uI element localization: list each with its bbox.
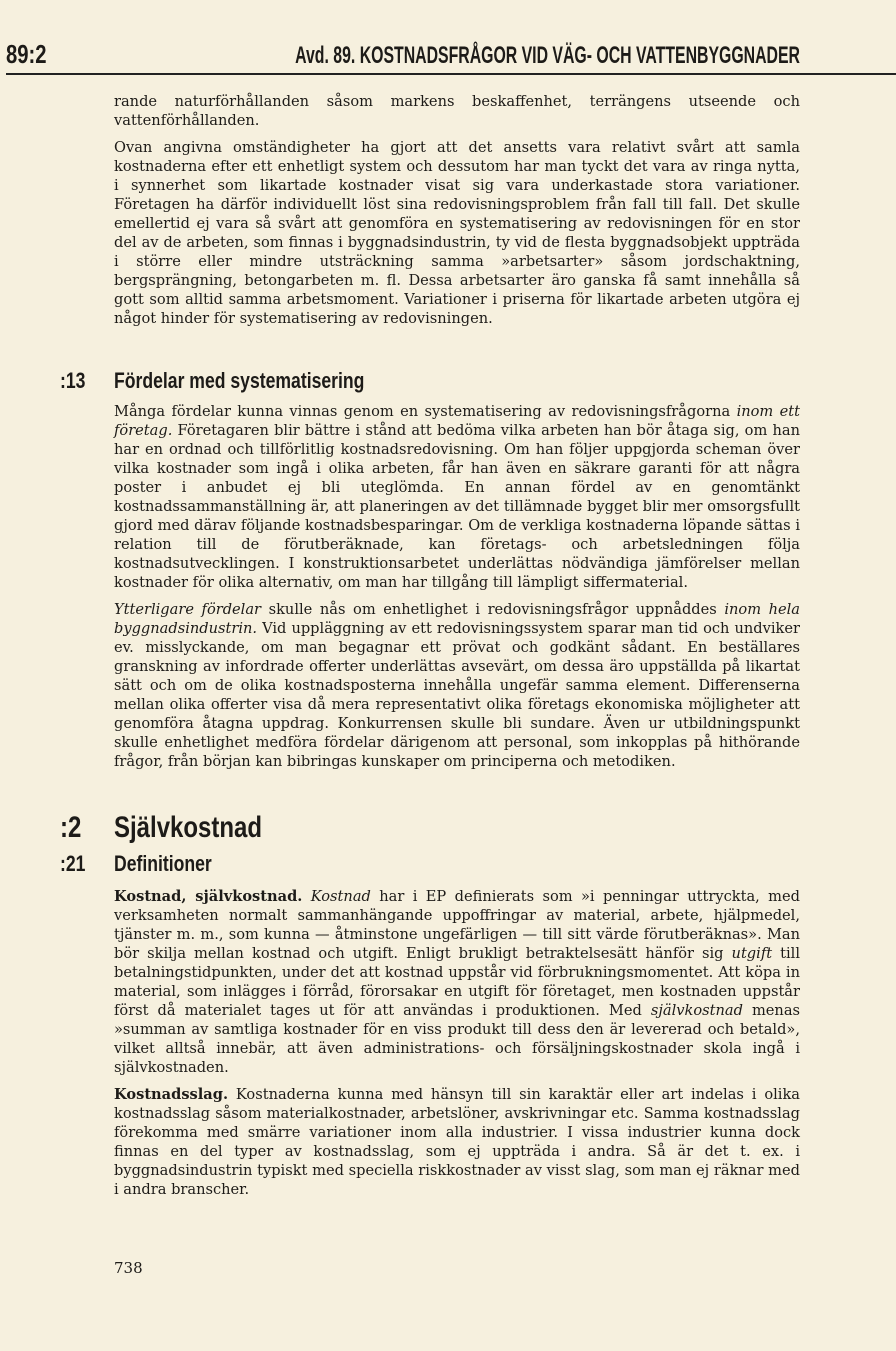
header-rule bbox=[6, 73, 896, 75]
section-13-number: :13 bbox=[60, 368, 86, 393]
text-run: har i EP definierats som »i penningar uttryckta, med verksamheten normalt sammanhängande uppoffringar av material, arbete, hjälpmedel, tjänster m. m., som kunna — åtminstone ungefärligen — till sitt värde förutberäknas». Man bör skilja mellan kostnad och utgift. Enligt brukligt betraktelsesätt hänför sig bbox=[114, 888, 800, 962]
text-run: Vid uppläggning av ett redovisningssystem sparar man tid och undviker ev. misslyckande, om man begagnar ett prövat och godkänt sådant. En beställares granskning av infordrade offerter underlättas avsevärt, om dessa äro uppställda på likartat sätt och om de olika kostnadsposterna innehålla ungefär samma element. Differenserna mellan olika offerter visa då mera representativt olika företags ekonomiska möjligheter att genomföra åtagna uppdrag. Konkurrensen skulle bli sundare. Även ur utbildningspunkt skulle enhetlighet medföra fördelar därigenom att personal, som inkopplas på hithörande frågor, från början kan bibringas kunskaper om principerna och metodiken. bbox=[114, 620, 800, 770]
emphasis: inom ett företag. bbox=[114, 403, 800, 439]
paragraph-lead: Kostnad, självkostnad. bbox=[114, 888, 303, 905]
section-13-paragraph-2 bbox=[114, 600, 800, 771]
page-number: 738 bbox=[114, 1259, 143, 1277]
section-21-paragraph-1 bbox=[114, 887, 800, 1077]
section-21-paragraph-2 bbox=[114, 1085, 800, 1199]
page-body bbox=[60, 92, 801, 1207]
section-13-paragraph-1 bbox=[114, 402, 800, 592]
emphasis: Ytterligare fördelar bbox=[114, 601, 262, 618]
section-2-heading bbox=[60, 811, 800, 845]
text-run: menas »summan av samtliga kostnader för en viss produkt till dess den är levererad och betald», vilket alltså innebär, att även administrations- och försäljningskostnader skola ingå i självkostnaden. bbox=[114, 1002, 801, 1076]
section-2-number: :2 bbox=[60, 811, 82, 844]
section-21-heading bbox=[60, 851, 800, 877]
emphasis: Kostnad bbox=[310, 888, 371, 905]
section-21-number: :21 bbox=[60, 851, 86, 876]
text-run: Kostnaderna kunna med hänsyn till sin karaktär eller art indelas i olika kostnadsslag såsom materialkostnader, arbetslöner, avskrivningar etc. Samma kostnadsslag förekomma med smärre variationer inom alla industrier. I vissa industrier kunna dock finnas en del typer av kostnadsslag, som ej uppträda i andra. Så är det t. ex. i byggnadsindustrin typiskt med speciella riskkostnader av visst slag, som man ej räknar med i andra branscher. bbox=[114, 1086, 800, 1198]
intro-paragraph-1: rande naturförhållanden såsom markens beskaffenhet, terrängens utseende och vattenförhållanden. bbox=[114, 93, 800, 129]
section-21-title: Definitioner bbox=[114, 851, 212, 876]
page-header bbox=[6, 36, 896, 76]
text-run: skulle nås om enhetlighet i redovisningsfrågor uppnåddes bbox=[261, 601, 725, 618]
text-run: Många fördelar kunna vinnas genom en systematisering av redovisningsfrågorna bbox=[114, 403, 737, 420]
emphasis: självkostnad bbox=[650, 1002, 743, 1019]
emphasis: utgift bbox=[731, 945, 773, 962]
text-run: till betalningstidpunkten, under det att kostnad uppstår vid förbrukningsmomentet. Att köpa in material, som inlägges i förråd, förorsakar en utgift för företaget, men kostnaden uppstår först då materialet tages ut för att användas i produktionen. Med bbox=[114, 945, 800, 1019]
section-13-title: Fördelar med systematisering bbox=[114, 368, 365, 393]
section-number: 89:2 bbox=[6, 39, 47, 69]
emphasis: inom hela byggnadsindustrin. bbox=[114, 601, 801, 637]
intro-paragraph-2: Ovan angivna omständigheter ha gjort att det ansetts vara relativt svårt att samla kostnaderna efter ett enhetligt system och dessutom har man tyckt det vara av ringa nytta, i synnerhet som likartade kostnader visat sig vara underkastade stora variationer. Företagen ha därför individuellt löst sina redovisningsproblem från fall till fall. Det skulle emellertid ej vara så svårt att genomföra en systematisering av redovisningen för en stor del av de arbeten, som finnas i byggnadsindustrin, ty vid de flesta byggnadsobjekt uppträda i större eller mindre utsträckning samma »arbetsarter» såsom jordschaktning, bergsprängning, betongarbeten m. fl. Dessa arbetsarter äro ganska få samt innehålla så gott som alltid samma arbetsmoment. Variationer i priserna för likartade arbeten utgöra ej något hinder för systematisering av redovisningen. bbox=[114, 139, 800, 327]
running-title: Avd. 89. KOSTNADSFRÅGOR VID VÄG- OCH VATTENBYGGNADER bbox=[295, 42, 800, 69]
paragraph-lead: Kostnadsslag. bbox=[114, 1086, 229, 1103]
section-13-heading bbox=[60, 368, 800, 394]
section-2-title: Självkostnad bbox=[114, 811, 263, 844]
text-run: Företagaren blir bättre i stånd att bedöma vilka arbeten han bör åtaga sig, om han har en ordnad och tillförlitlig kostnadsredovisning. Om han följer uppgjorda scheman över vilka kostnader som ingå i olika arbeten, får han även en säkrare garanti för att några poster i anbudet ej bli uteglömda. En annan fördel av en genomtänkt kostnadssammanställning är, att planeringen av det tillämnade bygget blir mer omsorgsfullt gjord med därav följande kostnadsbesparingar. Om de verkliga kostnaderna löpande sättas i relation till de förutberäknade, kan företags- och arbetsledningen följa kostnadsutvecklingen. I konstruktionsarbetet underlättas nödvändiga jämförelser mellan kostnader för olika alternativ, om man har tillgång till lämpligt siffermaterial. bbox=[114, 422, 800, 591]
